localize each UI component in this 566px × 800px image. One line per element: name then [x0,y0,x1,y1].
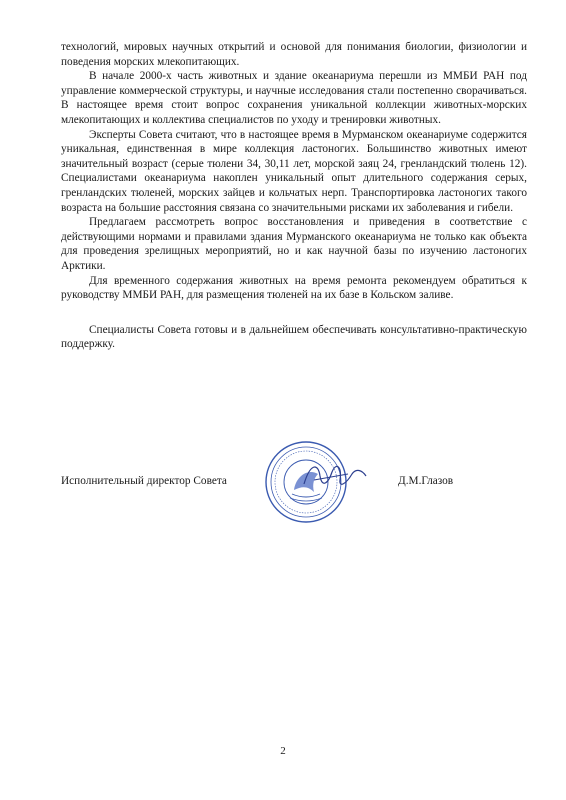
paragraph-expert-opinion: Эксперты Совета считают, что в настоящее время в Мурманском океанариуме содержится уникальная, единственная в мире коллекция ластоногих. Большинство животных имеют значительный возраст (серые тюлени 34, 30,11 лет, морской заяц 24, гренландский тюлень 12). Специалистами океанариума накоплен уникальный опыт длительного содержания серых, гренландских тюленей, морских зайцев и кольчатых нерп. Транспортировка ластоногих такого возраста на большие расстояния связана со значительными рисками их заболевания и гибели. [61,128,527,214]
paragraph-continuation: технологий, мировых научных открытий и основой для понимания биологии, физиологии и поведения морских млекопитающих. [61,41,527,68]
paragraph-oceanarium-history: В начале 2000-х часть животных и здание океанариума перешли из ММБИ РАН под управление коммерческой структуры, и научные исследования стали постепенно сворачиваться. В настоящее время стоит вопрос сохранения уникальной коллекции животных-морских млекопитающих и коллектива специалистов по уходу и тренировки животных. [61,70,527,126]
signatory-title: Исполнительный директор Совета [61,475,227,487]
signatory-name: Д.М.Глазов [398,475,454,487]
paragraph-proposal: Предлагаем рассмотреть вопрос восстановления и приведения в соответствие с действующими нормами и правилами здания Мурманского океанариума не только как объекта для проведения зрелищных мероприятий, но и как научной базы по изучению ластоногих Арктики. [61,216,527,272]
handwritten-signature [300,454,370,496]
paragraph-support: Специалисты Совета готовы и в дальнейшем обеспечивать консультативно-практическую поддержку. [61,323,527,351]
document-body [61,40,527,352]
page-number: 2 [280,745,286,757]
paragraph-temporary-housing: Для временного содержания животных на время ремонта рекомендуем обратиться к руководству ММБИ РАН, для размещения тюленей на их базе в Кольском заливе. [61,274,527,302]
